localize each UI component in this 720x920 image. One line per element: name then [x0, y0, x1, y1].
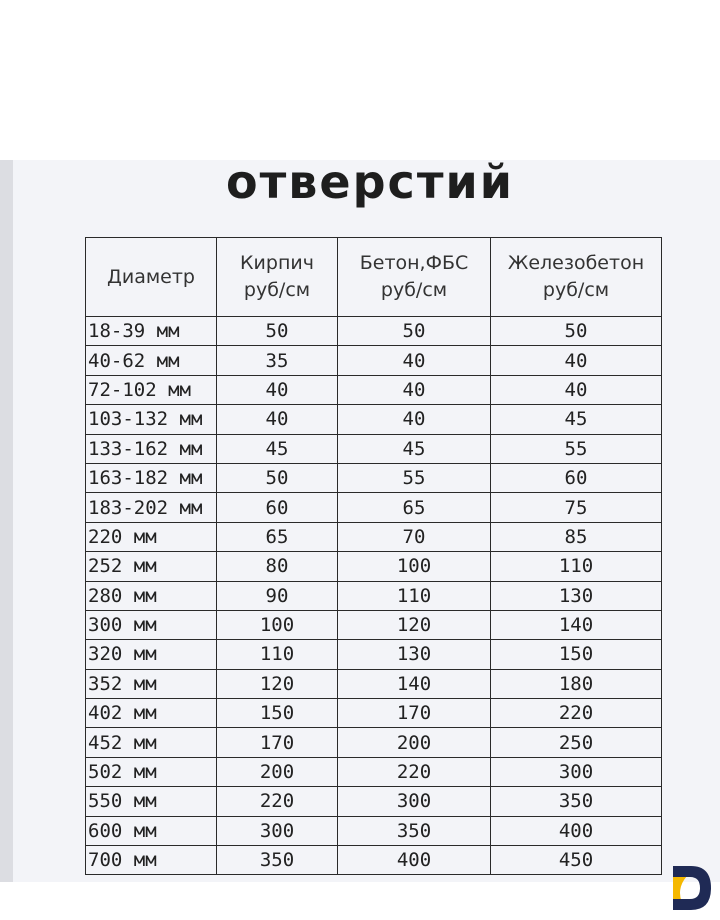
cell-diameter: 72-102 мм [86, 375, 217, 404]
cell-diameter: 18-39 мм [86, 317, 217, 346]
table-row [86, 522, 662, 551]
table-row [86, 463, 662, 492]
table-row [86, 787, 662, 816]
cell-diameter: 40-62 мм [86, 346, 217, 375]
cell-concrete-price: 400 [338, 846, 491, 875]
cell-concrete-price: 100 [338, 552, 491, 581]
header-reinforced-concrete [491, 238, 662, 317]
table-row [86, 405, 662, 434]
cell-diameter: 502 мм [86, 757, 217, 786]
cell-reinforced-price: 350 [491, 787, 662, 816]
cell-reinforced-price: 130 [491, 581, 662, 610]
cell-brick-price: 100 [217, 610, 338, 639]
left-edge-strip [0, 160, 13, 882]
cell-diameter: 452 мм [86, 728, 217, 757]
cell-concrete-price: 170 [338, 699, 491, 728]
cell-diameter: 252 мм [86, 552, 217, 581]
table-row [86, 346, 662, 375]
cell-brick-price: 300 [217, 816, 338, 845]
cell-diameter: 320 мм [86, 640, 217, 669]
table-row [86, 610, 662, 639]
cell-brick-price: 50 [217, 463, 338, 492]
brand-logo-icon [667, 862, 715, 914]
header-brick-label: Кирпич [240, 252, 314, 274]
header-row [86, 238, 662, 317]
cell-concrete-price: 110 [338, 581, 491, 610]
cell-reinforced-price: 85 [491, 522, 662, 551]
cell-brick-price: 40 [217, 375, 338, 404]
table-row [86, 757, 662, 786]
header-reinforced-concrete-unit: руб/см [542, 279, 610, 301]
cell-reinforced-price: 180 [491, 669, 662, 698]
header-diameter-label: Диаметр [107, 265, 195, 288]
document-title: отверстий [226, 160, 514, 209]
cell-reinforced-price: 140 [491, 610, 662, 639]
cell-reinforced-price: 55 [491, 434, 662, 463]
top-blank-area [0, 0, 720, 160]
cell-concrete-price: 70 [338, 522, 491, 551]
cell-concrete-price: 45 [338, 434, 491, 463]
cell-concrete-price: 120 [338, 610, 491, 639]
cell-brick-price: 50 [217, 317, 338, 346]
header-brick [217, 238, 338, 317]
cell-brick-price: 120 [217, 669, 338, 698]
cell-diameter: 103-132 мм [86, 405, 217, 434]
table-body [86, 317, 662, 875]
cell-concrete-price: 200 [338, 728, 491, 757]
table-row [86, 317, 662, 346]
table-row [86, 493, 662, 522]
cell-reinforced-price: 400 [491, 816, 662, 845]
cell-diameter: 352 мм [86, 669, 217, 698]
table-row [86, 552, 662, 581]
table-row [86, 640, 662, 669]
cell-reinforced-price: 45 [491, 405, 662, 434]
cell-brick-price: 80 [217, 552, 338, 581]
cell-concrete-price: 55 [338, 463, 491, 492]
table-row [86, 846, 662, 875]
cell-brick-price: 150 [217, 699, 338, 728]
header-reinforced-concrete-label: Железобетон [507, 252, 645, 274]
cell-brick-price: 90 [217, 581, 338, 610]
cell-brick-price: 110 [217, 640, 338, 669]
cell-concrete-price: 130 [338, 640, 491, 669]
cell-reinforced-price: 75 [491, 493, 662, 522]
cell-brick-price: 200 [217, 757, 338, 786]
document-image [0, 160, 720, 882]
cell-brick-price: 350 [217, 846, 338, 875]
cell-concrete-price: 40 [338, 375, 491, 404]
cell-concrete-price: 350 [338, 816, 491, 845]
cell-reinforced-price: 150 [491, 640, 662, 669]
cell-brick-price: 60 [217, 493, 338, 522]
cell-diameter: 183-202 мм [86, 493, 217, 522]
cell-diameter: 163-182 мм [86, 463, 217, 492]
table-row [86, 669, 662, 698]
cell-reinforced-price: 60 [491, 463, 662, 492]
cell-diameter: 220 мм [86, 522, 217, 551]
table-row [86, 434, 662, 463]
cell-reinforced-price: 50 [491, 317, 662, 346]
table-row [86, 816, 662, 845]
cell-diameter: 280 мм [86, 581, 217, 610]
cell-reinforced-price: 250 [491, 728, 662, 757]
table-header [86, 238, 662, 317]
cell-diameter: 700 мм [86, 846, 217, 875]
header-diameter [86, 238, 217, 317]
cell-reinforced-price: 40 [491, 346, 662, 375]
header-concrete-unit: руб/см [380, 279, 448, 301]
cell-brick-price: 40 [217, 405, 338, 434]
cell-brick-price: 35 [217, 346, 338, 375]
cell-diameter: 550 мм [86, 787, 217, 816]
price-table [85, 237, 662, 875]
cell-concrete-price: 140 [338, 669, 491, 698]
header-concrete [338, 238, 491, 317]
cell-reinforced-price: 300 [491, 757, 662, 786]
cell-diameter: 402 мм [86, 699, 217, 728]
table-row [86, 581, 662, 610]
table-row [86, 375, 662, 404]
cell-diameter: 600 мм [86, 816, 217, 845]
cell-reinforced-price: 450 [491, 846, 662, 875]
header-brick-unit: руб/см [243, 279, 311, 301]
cell-diameter: 300 мм [86, 610, 217, 639]
cell-brick-price: 170 [217, 728, 338, 757]
table-row [86, 699, 662, 728]
cell-brick-price: 220 [217, 787, 338, 816]
cell-concrete-price: 40 [338, 346, 491, 375]
header-concrete-label: Бетон,ФБС [359, 252, 469, 274]
cell-reinforced-price: 110 [491, 552, 662, 581]
cell-brick-price: 45 [217, 434, 338, 463]
table-row [86, 728, 662, 757]
cell-concrete-price: 40 [338, 405, 491, 434]
cell-diameter: 133-162 мм [86, 434, 217, 463]
cell-concrete-price: 220 [338, 757, 491, 786]
cell-concrete-price: 300 [338, 787, 491, 816]
cell-concrete-price: 65 [338, 493, 491, 522]
cell-concrete-price: 50 [338, 317, 491, 346]
cell-brick-price: 65 [217, 522, 338, 551]
cell-reinforced-price: 220 [491, 699, 662, 728]
cell-reinforced-price: 40 [491, 375, 662, 404]
